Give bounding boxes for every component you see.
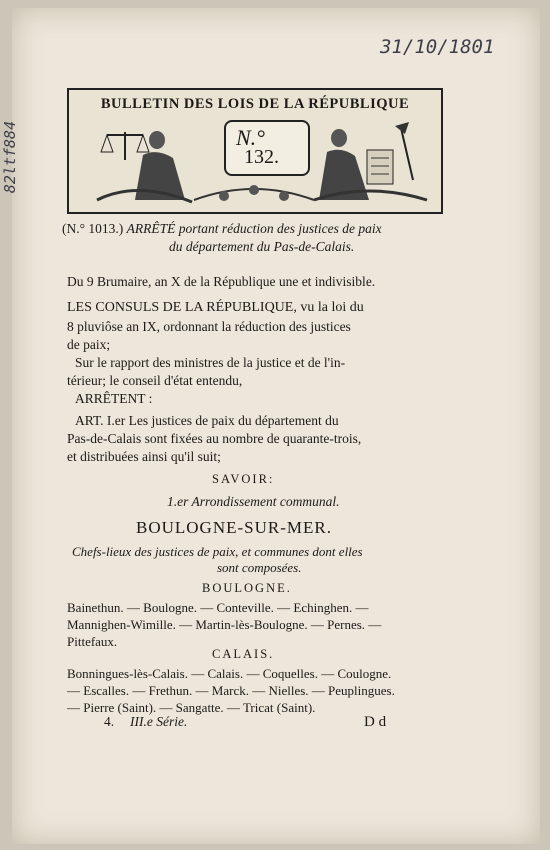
paragraph1-line1: LES CONSULS DE LA RÉPUBLIQUE, vu la loi du [67, 300, 364, 315]
paragraph2-line2: térieur; le conseil d'état entendu, [67, 373, 243, 388]
document-page [1, 8, 540, 844]
bulletin-number: 132. [244, 146, 279, 168]
footer-signature-mark: D d [364, 714, 387, 730]
decree-number: (N.° 1013.) [62, 221, 124, 236]
banner-title: BULLETIN DES LOIS DE LA RÉPUBLIQUE [100, 96, 410, 112]
ornament-wreath [189, 178, 319, 208]
boulogne-communes-line2: Mannighen-Wimille. — Martin-lès-Boulogne. — Pernes. — [67, 617, 382, 632]
decree-number-line [62, 221, 382, 237]
paragraph1-line3: de paix; [67, 337, 111, 352]
handwritten-date: 31/10/1801 [380, 36, 495, 58]
justice-figure-illustration [77, 120, 197, 205]
arrondissement-heading: 1.er Arrondissement communal. [167, 494, 340, 509]
savoir-heading: SAVOIR: [212, 472, 275, 486]
chefs-lieux-line2: sont composées. [217, 560, 302, 575]
arretent-heading: ARRÊTENT : [75, 391, 153, 406]
calais-communes-line2: — Escalles. — Frethun. — Marck. — Nielles. — Peuplingues. [67, 683, 395, 698]
bulletin-banner [67, 88, 443, 214]
handwritten-margin-number: 82ltf884 [1, 120, 20, 194]
bulletin-number-plate [224, 120, 310, 176]
liberty-figure-illustration [309, 120, 429, 205]
paragraph2-line1: Sur le rapport des ministres de la justice et de l'in- [75, 355, 346, 370]
number-label: N.° [236, 125, 265, 150]
decree-heading-line2: du département du Pas-de-Calais. [169, 239, 355, 254]
calais-communes-line1: Bonningues-lès-Calais. — Calais. — Coquelles. — Coulogne. [67, 666, 392, 681]
boulogne-communes-line3: Pittefaux. [67, 634, 118, 649]
chefs-lieux-line1: Chefs-lieux des justices de paix, et communes dont elles [72, 544, 363, 559]
date-line: Du 9 Brumaire, an X de la République une et indivisible. [67, 274, 376, 289]
article1-line2: Pas-de-Calais sont fixées au nombre de quarante-trois, [67, 431, 362, 446]
boulogne-communes-line1: Bainethun. — Boulogne. — Conteville. — Echinghen. — [67, 600, 369, 615]
article1-line1: ART. I.er Les justices de paix du département du [75, 413, 339, 428]
city-heading: BOULOGNE-SUR-MER. [136, 518, 332, 537]
paragraph1-line2: 8 pluviôse an IX, ordonnant la réduction des justices [67, 319, 351, 334]
calais-heading: CALAIS. [212, 647, 275, 661]
footer-series: III.e Série. [130, 714, 188, 729]
boulogne-heading: BOULOGNE. [202, 581, 292, 595]
footer-page-marker: 4. [104, 714, 115, 729]
article1-line3: et distribuées ainsi qu'il suit; [67, 449, 221, 464]
decree-heading-line1: ARRÊTÉ portant réduction des justices de paix [126, 221, 382, 236]
calais-communes-line3: — Pierre (Saint). — Sangatte. — Tricat (Saint). [67, 700, 316, 715]
